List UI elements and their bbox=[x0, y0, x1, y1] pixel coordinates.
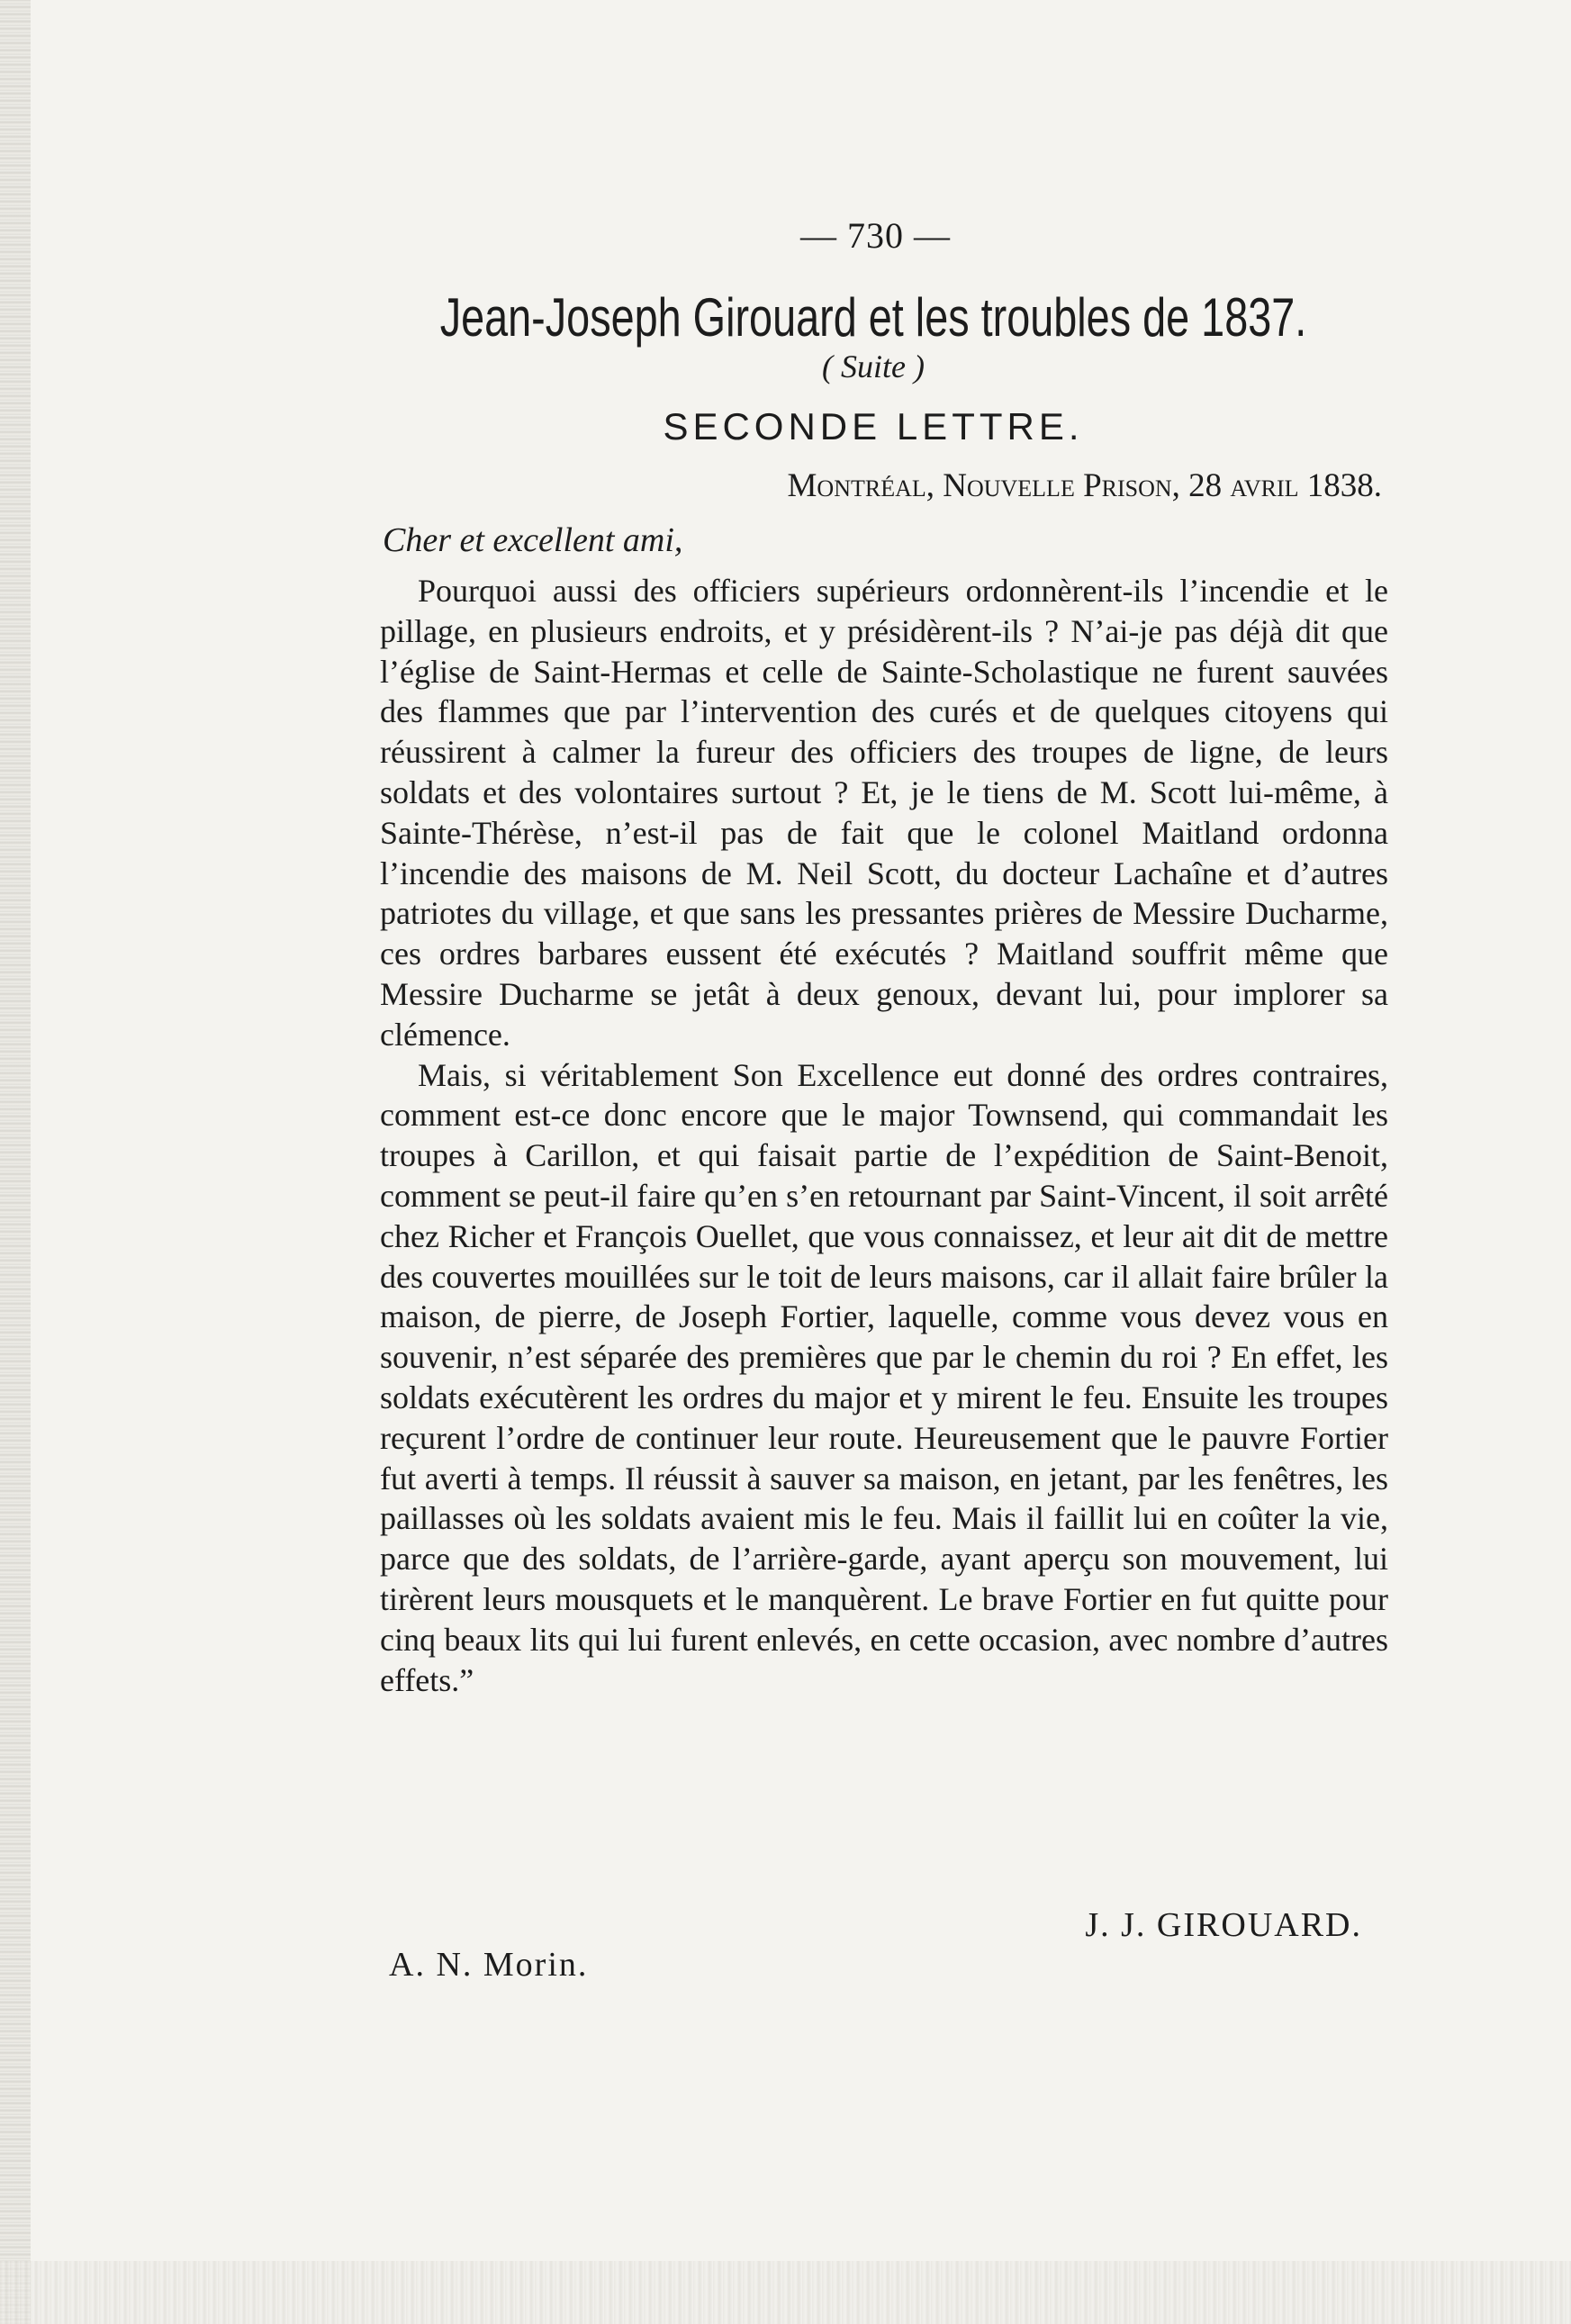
scan-edge-noise bbox=[0, 0, 31, 2324]
letter-signature: J. J. GIROUARD. bbox=[1085, 1906, 1362, 1944]
body-paragraph-1: Pourquoi aussi des officiers supérieurs ordonnèrent-ils l’incendie et le pillage, en plusieurs endroits, et y présidèrent-ils ? N’ai-je pas déjà dit que l’église de Saint-Hermas et celle de Sainte-Scholastique ne furent sauvées des flammes que par l’intervention des curés et de quelques citoyens qui réussirent à calmer la fureur des officiers des troupes de ligne, de leurs soldats et des volontaires surtout ? Et, je le tiens de M. Scott lui-même, à Sainte-Thérèse, n’est-il pas de fait que le colonel Maitland ordonna l’incendie des maisons de M. Neil Scott, du docteur Lachaîne et d’autres patriotes du village, et que sans les pressantes prières de Messire Ducharme, ces ordres barbares eussent été exécutés ? Maitland souffrit même que Messire Ducharme se jetât à deux genoux, devant lui, pour implorer sa clémence. bbox=[380, 573, 1388, 1053]
article-title: Jean-Joseph Girouard et les troubles de 1837. bbox=[439, 287, 1307, 348]
body-paragraph-2: Mais, si véritablement Son Excellence eut donné des ordres contraires, comment est-ce donc encore que le major Townsend, qui commandait les troupes à Carillon, et qui faisait partie de l’expédition de Saint-Benoit, comment se peut-il faire qu’en s’en retournant par Saint-Vincent, il soit arrêté chez Richer et François Ouellet, que vous connaissez, et leur ait dit de mettre des couvertes mouillées sur le toit de leurs maisons, car il allait faire brûler la maison, de pierre, de Joseph Fortier, laquelle, comme vous devez vous en souvenir, n’est séparée des premières que par le chemin du roi ? En effet, les soldats exécutèrent les ordres du major et y mirent le feu. Ensuite les troupes reçurent l’ordre de continuer leur route. Heureusement que le pauvre Fortier fut averti à temps. Il réussit à sauver sa maison, en jetant, par les fenêtres, les paillasses où les soldats avaient mis le feu. Mais il faillit lui en coûter la vie, parce que des soldats, de l’arrière-garde, ayant aperçu son mouvement, lui tirèrent leurs mousquets et le manquèrent. Le brave Fortier en fut quitte pour cinq beaux lits qui lui furent enlevés, en cette occasion, avec nombre d’autres effets.” bbox=[380, 1056, 1388, 1698]
scan-bottom-noise bbox=[0, 2261, 1571, 2324]
section-title: SECONDE LETTRE. bbox=[663, 405, 1084, 448]
letter-salutation: Cher et excellent ami, bbox=[383, 521, 683, 559]
page-number: — 730 — bbox=[800, 215, 951, 256]
letter-dateline: Montréal, Nouvelle Prison, 28 avril 1838. bbox=[787, 467, 1382, 504]
article-subtitle: ( Suite ) bbox=[822, 348, 925, 384]
author-attribution: A. N. Morin. bbox=[389, 1946, 589, 1984]
letter-body bbox=[380, 571, 1388, 1700]
